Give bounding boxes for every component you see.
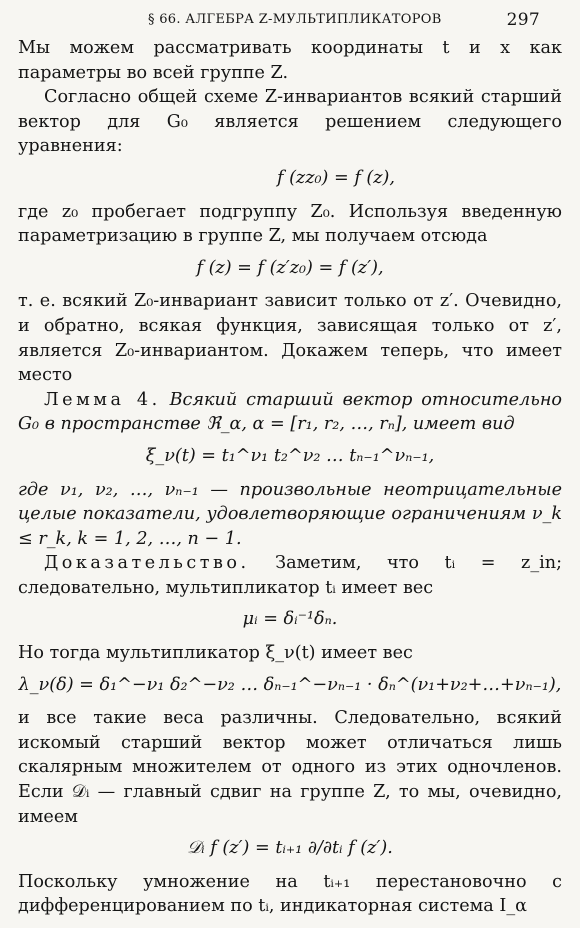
paragraph: где z₀ пробегает подгруппу Z₀. Используя введенную параметризацию в группе Z, мы получаем отсюда (18, 201, 562, 247)
formula: ξ_ν(t) = t₁^ν₁ t₂^ν₂ … tₙ₋₁^νₙ₋₁, (145, 445, 435, 466)
paragraph: т. е. всякий Z₀-инвариант зависит только от z′. Очевидно, и обратно, всякая функция, зависящая только от z′, является Z₀-инвариантом. Докажем теперь, что имеет место (18, 291, 562, 386)
lemma-text: Всякий старший вектор относительно G₀ в пространстве ℜ_α, α = [r₁, r₂, …, rₙ], имеет вид (18, 389, 563, 435)
paragraph: и все такие веса различны. Следовательно, всякий искомый старший вектор может отличаться лишь скалярным множителем от одного из этих одночленов. Если 𝒟ᵢ — главный сдвиг на группе Z, то мы, очевидно, имеем (18, 708, 562, 827)
page-number: 297 (506, 10, 540, 30)
proof-text: Заметим, что tᵢ = z_in; следовательно, мультипликатор tᵢ имеет вес (18, 553, 563, 598)
running-title: § 66. АЛГЕБРА Z-МУЛЬТИПЛИКАТОРОВ (148, 12, 442, 27)
formula: f (zz₀) = f (z), (276, 167, 396, 188)
paragraph: Но тогда мультипликатор ξ_ν(t) имеет вес (18, 643, 413, 664)
paragraph: Мы можем рассматривать координаты t и x как параметры во всей группе Z. (18, 38, 562, 83)
page-body (18, 36, 562, 919)
paragraph: Согласно общей схеме Z-инвариантов всякий старший вектор для G₀ является решением следующего уравнения: (18, 87, 562, 157)
formula: μᵢ = δᵢ⁻¹δₙ. (242, 609, 338, 630)
paragraph: где ν₁, ν₂, …, νₙ₋₁ — произвольные неотрицательные целые показатели, удовлетворяющие ограничениям ν_k ≤ r_k, k = 1, 2, …, n − 1. (18, 479, 562, 549)
lemma-label: Лемма 4. (44, 389, 161, 410)
paragraph: Поскольку умножение на tᵢ₊₁ перестановочно с дифференцированием по tᵢ, индикаторная система I_α (18, 871, 562, 917)
formula: f (z) = f (z′z₀) = f (z′), (196, 257, 384, 278)
running-header (18, 6, 562, 36)
formula: 𝒟ᵢ f (z′) = tᵢ₊₁ ∂/∂tᵢ f (z′). (187, 838, 393, 859)
proof-label: Доказательство. (44, 553, 250, 574)
formula: λ_ν(δ) = δ₁^−ν₁ δ₂^−ν₂ … δₙ₋₁^−νₙ₋₁ · δₙ^(ν₁+ν₂+…+νₙ₋₁), (18, 674, 562, 695)
